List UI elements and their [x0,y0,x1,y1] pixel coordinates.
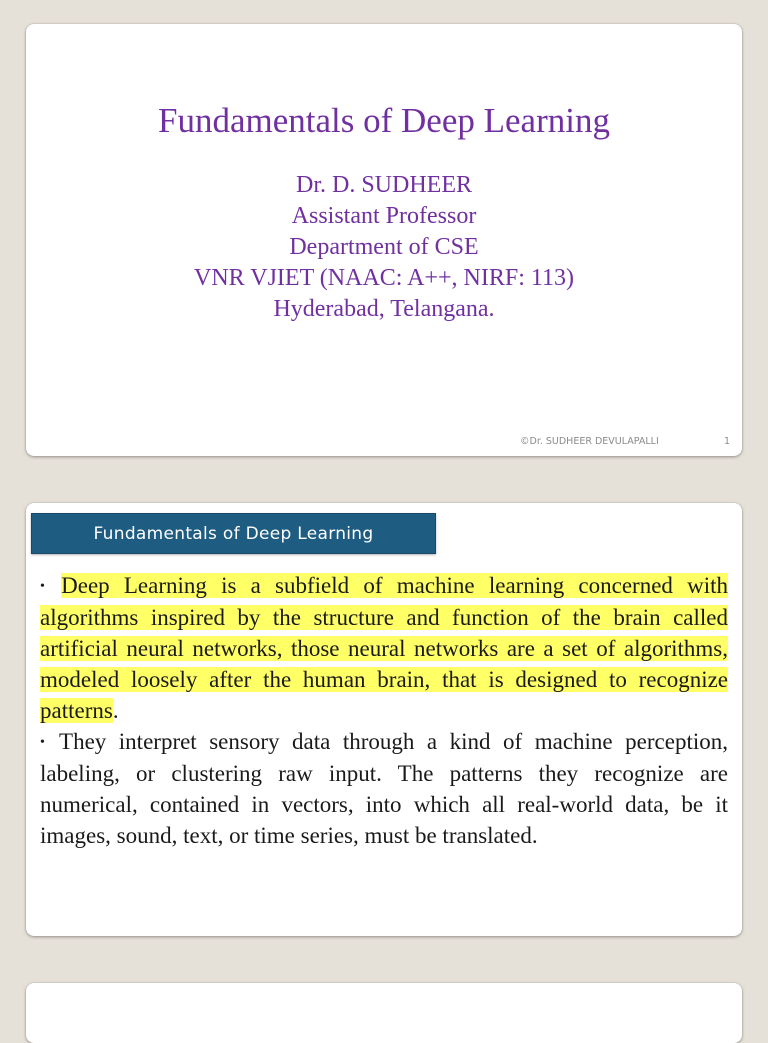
bullet-icon: • [40,735,45,750]
slide-heading: Fundamentals of Deep Learning [93,523,374,544]
author-designation: Assistant Professor [291,203,477,229]
slide-body [40,570,728,851]
author-info [26,170,742,325]
bullet-icon: • [40,579,45,594]
slide-2 [26,503,742,936]
paragraph-1-tail: . [112,698,119,723]
author-department: Department of CSE [289,234,479,260]
author-institution: VNR VJIET (NAAC: A++, NIRF: 113) [194,265,574,291]
highlighted-text: Deep Learning is a subfield of machine learning concerned with algorithms inspired by the structure and function of the brain called artificial neural networks, those neural networks are a set of algorithms, modeled loosely after the human brain, that is designed to recognize patterns [40,573,729,723]
author-location: Hyderabad, Telangana. [273,296,495,322]
bullet-paragraph-1 [40,570,728,726]
author-name: Dr. D. SUDHEER [295,172,472,198]
bullet-paragraph-2 [40,726,728,851]
slide-title: Fundamentals of Deep Learning [158,101,610,140]
slide-1 [26,24,742,456]
paragraph-2-text: They interpret sensory data through a kind of machine perception, labeling, or clustering raw input. The patterns they recognize are numerical, contained in vectors, into which all real-world data, be it images, sound, text, or time series, must be translated. [40,729,728,848]
footer-copyright: ©Dr. SUDHEER DEVULAPALLI [520,436,659,447]
page-number: 1 [724,436,731,447]
slide-3 [26,983,742,1043]
slide-heading-bar [31,513,436,554]
